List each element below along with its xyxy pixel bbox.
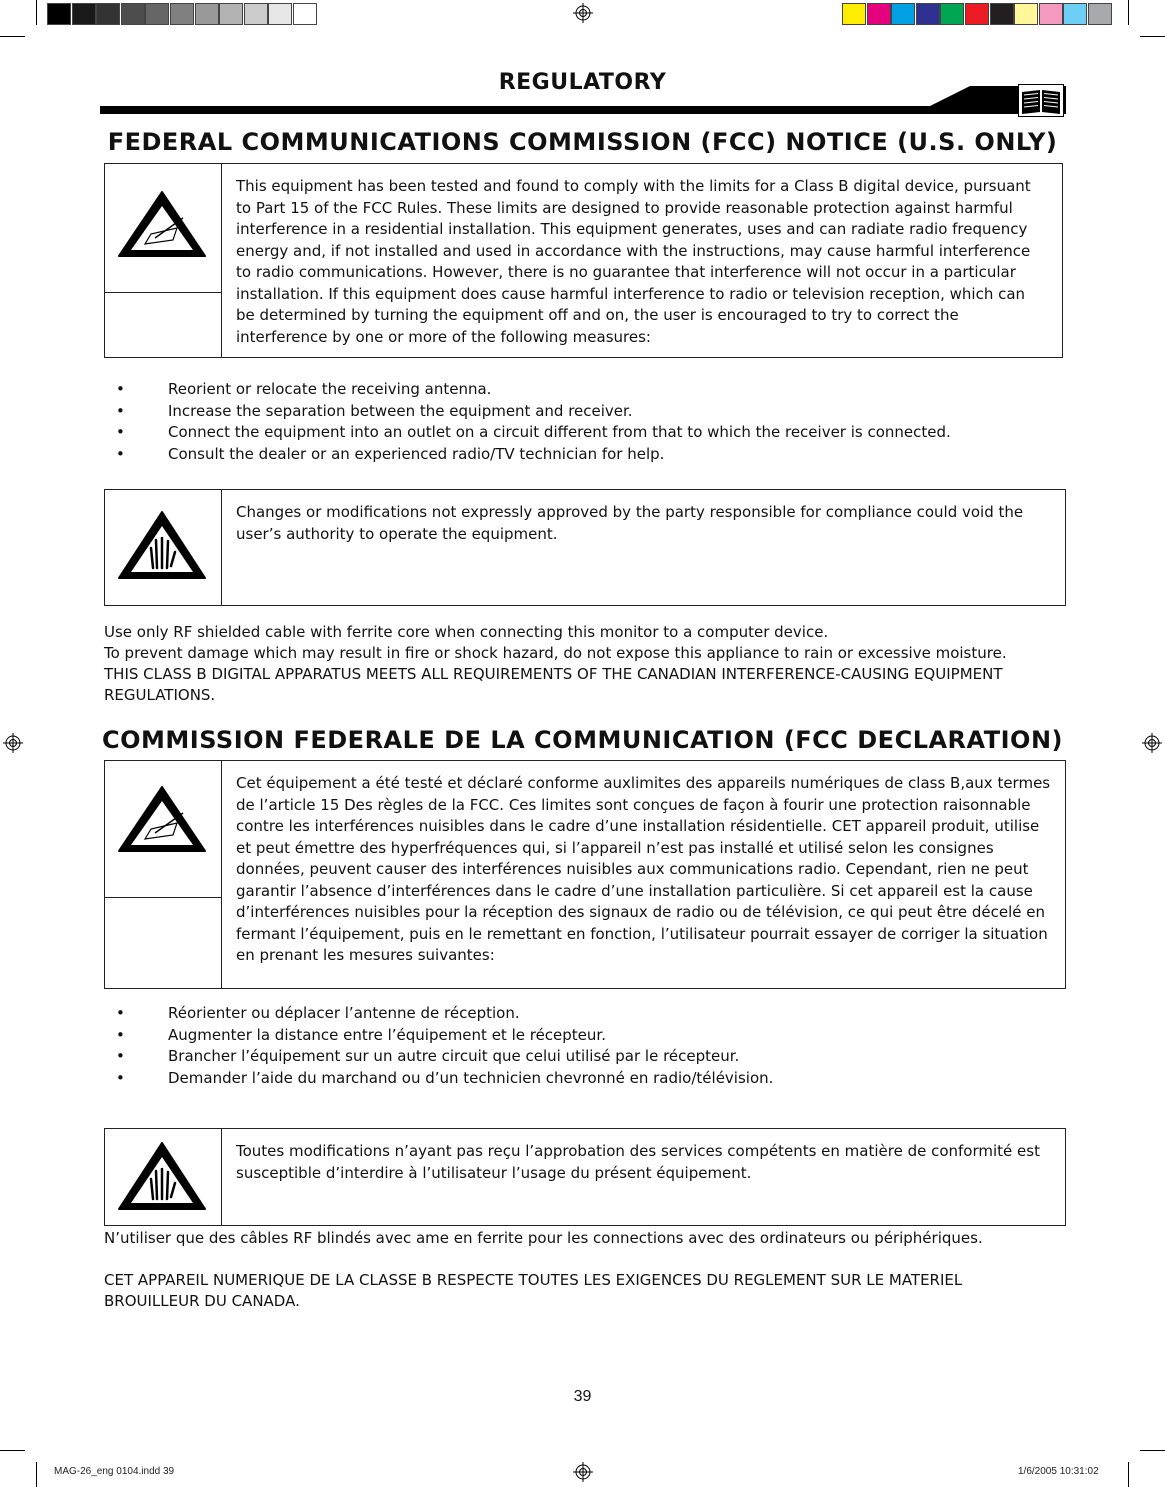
color-swatch (293, 3, 317, 25)
color-swatch (940, 3, 964, 25)
bullet-text: Réorienter ou déplacer l’antenne de réception. (168, 1004, 520, 1022)
fcc-us-notice-text: This equipment has been tested and found to comply with the limits for a Class B digital device, pursuant to Part 15 of the FCC Rules. These limits are designed to provide reasonable protection against harmful interference in a residential installation. This equipment generates, uses and can radiate radio frequency energy and, if not installed and used in accordance with the instructions, may cause harmful interference to radio communications. However, there is no guarantee that interference will not occur in a particular installation. If this equipment does cause harmful interference to radio or television reception, which can be determined by turning the equipment off and on, the user is encouraged to try to correct the interference by one or more of the following measures: (236, 177, 1031, 346)
bullet-dot-icon: • (116, 423, 125, 441)
fcc-us-warning-box (104, 489, 1066, 606)
crop-mark (1140, 1450, 1165, 1451)
fcc-us-para-canada: THIS CLASS B DIGITAL APPARATUS MEETS ALL REQUIREMENTS OF THE CANADIAN INTERFERENCE-CAUSING EQUIPMENT REGULATIONS. (104, 665, 1003, 704)
color-swatch (219, 3, 243, 25)
crop-mark (1140, 36, 1165, 37)
fcc-fr-title: COMMISSION FEDERALE DE LA COMMUNICATION (FCC DECLARATION) (101, 726, 1064, 754)
crop-mark (1128, 1462, 1129, 1487)
footer-date-info: 1/6/2005 10:31:02 (1018, 1466, 1099, 1477)
color-swatch (867, 3, 891, 25)
crop-mark (0, 1450, 25, 1451)
notice-icon-cell (105, 164, 222, 357)
stop-hand-icon (115, 1139, 209, 1213)
color-swatch (965, 3, 989, 25)
fcc-us-para-moisture: To prevent damage which may result in fire or shock hazard, do not expose this appliance to rain or excessive moisture. (104, 644, 1007, 662)
notice-icon-cell (105, 761, 222, 988)
pencil-note-icon (115, 783, 209, 855)
registration-mark-icon (573, 3, 593, 23)
color-swatch (244, 3, 268, 25)
crop-mark (0, 36, 25, 37)
fcc-us-notice-box (104, 163, 1063, 358)
registration-mark-icon (573, 1462, 593, 1482)
stop-hand-icon (115, 508, 209, 582)
color-swatch (170, 3, 194, 25)
color-swatch (195, 3, 219, 25)
bullet-text: Consult the dealer or an experienced radio/TV technician for help. (168, 444, 665, 463)
fcc-fr-notice-box (104, 760, 1066, 989)
warning-icon-cell (105, 1129, 222, 1225)
color-swatch (1014, 3, 1038, 25)
color-swatch (96, 3, 120, 25)
bullet-dot-icon: • (116, 401, 125, 420)
color-swatch (268, 3, 292, 25)
color-swatch (891, 3, 915, 25)
color-swatch (72, 3, 96, 25)
bullet-text: Increase the separation between the equipment and receiver. (168, 401, 633, 420)
bullet-dot-icon: • (116, 1004, 125, 1022)
bullet-dot-icon: • (116, 380, 125, 398)
bullet-text: Demander l’aide du marchand ou d’un technicien chevronné en radio/télévision. (168, 1068, 774, 1087)
color-swatch (145, 3, 169, 25)
bullet-dot-icon: • (116, 444, 125, 463)
fcc-fr-para-cable: N’utiliser que des câbles RF blindés avec ame en ferrite pour les connections avec des ordinateurs ou périphériques. (104, 1229, 983, 1247)
pencil-note-icon (115, 188, 209, 260)
color-swatch (842, 3, 866, 25)
header-rule (100, 82, 1066, 122)
bullet-dot-icon: • (116, 1068, 125, 1087)
fcc-us-warning-text: Changes or modifications not expressly approved by the party responsible for compliance could void the user’s authority to operate the equipment. (236, 503, 1024, 543)
bullet-dot-icon: • (116, 1047, 125, 1065)
color-swatch (121, 3, 145, 25)
crop-mark (1128, 0, 1129, 25)
color-swatch (1039, 3, 1063, 25)
page-number: 39 (573, 1388, 592, 1405)
warning-icon-cell (105, 490, 222, 605)
bullet-text: Augmenter la distance entre l’équipement et le récepteur. (168, 1025, 606, 1044)
fcc-us-title: FEDERAL COMMUNICATIONS COMMISSION (FCC) NOTICE (U.S. ONLY) (107, 128, 1058, 156)
bullet-text: Brancher l’équipement sur un autre circuit que celui utilisé par le récepteur. (168, 1047, 740, 1065)
crop-mark (36, 0, 37, 25)
bullet-text: Reorient or relocate the receiving antenna. (168, 380, 492, 398)
fcc-fr-warning-box (104, 1128, 1066, 1226)
color-swatch (916, 3, 940, 25)
color-swatch (47, 3, 71, 25)
fcc-fr-notice-text: Cet équipement a été testé et déclaré conforme auxlimites des appareils numériques de class B,aux termes de l’article 15 Des règles de la FCC. Ces limites sont conçues de façon à fourir une protection raisonnable contre les interférences nuisibles dans le cadre d’une installation résidentielle. CET appareil produit, utilise et peut émettre des hyperfréquences qui, si l’appareil n’est pas installé et utilisé selon les consignes données, peuvent causer des interférences nuisibles aux communications radio. Cependant, rien ne peut garantir l’absence d’interférences dans le cadre d’une installation particulière. Si cet appareil est la cause d’interférences nuisibles pour la réception des signaux de radio ou de télévision, ce qui peut être décelé en fermant l’équipement, puis en le remettant en fonction, l’utilisateur pourrait essayer de corriger la situation en prenant les mesures suivantes: (236, 774, 1051, 964)
fcc-fr-para-canada: CET APPAREIL NUMERIQUE DE LA CLASSE B RESPECTE TOUTES LES EXIGENCES DU REGLEMENT SUR LE MATERIEL BROUILLEUR DU CANADA. (104, 1271, 963, 1310)
page-header-title: REGULATORY (498, 70, 667, 95)
book-icon (1018, 84, 1064, 117)
footer-file-info: MAG-26_eng 0104.indd 39 (54, 1466, 175, 1477)
crop-mark (36, 1462, 37, 1487)
bullet-dot-icon: • (116, 1025, 125, 1044)
bullet-text: Connect the equipment into an outlet on a circuit different from that to which the receiver is connected. (168, 423, 951, 441)
fcc-fr-warning-text: Toutes modifications n’ayant pas reçu l’approbation des services compétents en matière de conformité est susceptible d’interdire à l’utilisateur l’usage du présent équipement. (236, 1142, 1040, 1182)
color-swatch (1063, 3, 1087, 25)
fcc-us-para-cable: Use only RF shielded cable with ferrite core when connecting this monitor to a computer device. (104, 623, 829, 641)
color-swatch (1088, 3, 1112, 25)
color-swatch (990, 3, 1014, 25)
